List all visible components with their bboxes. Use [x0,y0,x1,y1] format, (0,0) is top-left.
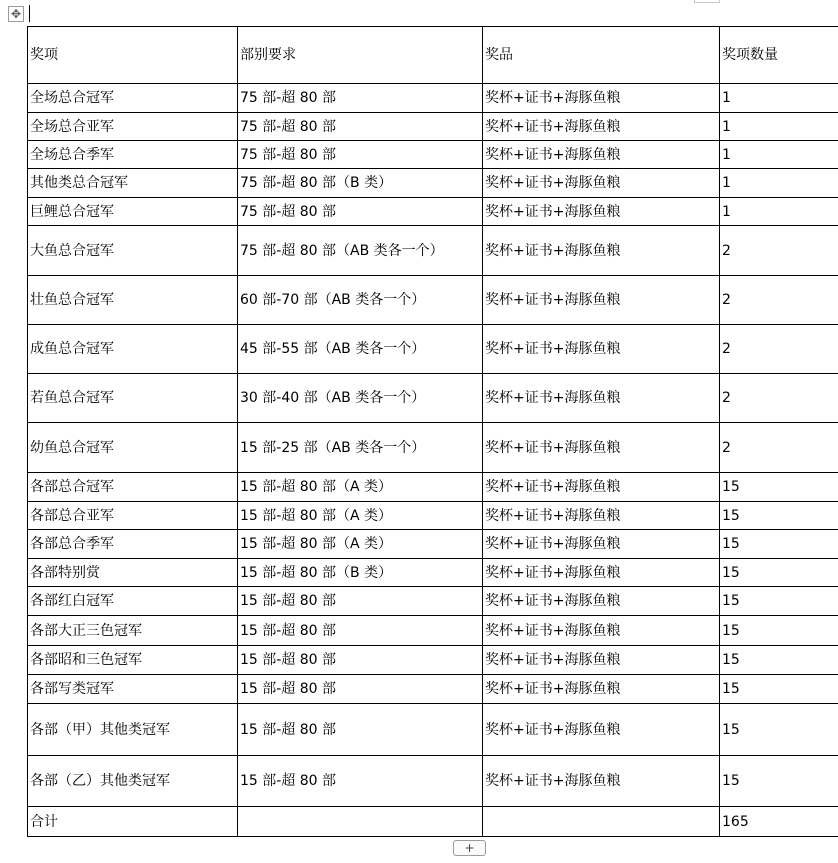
quantity-cell[interactable]: 2 [720,226,838,276]
quantity-cell[interactable]: 2 [720,276,838,325]
award-cell[interactable]: 各部大正三色冠军 [28,616,238,646]
class-requirement-cell[interactable]: 75 部-超 80 部 [238,84,483,113]
class-requirement-cell[interactable]: 30 部-40 部（AB 类各一个） [238,374,483,423]
class-requirement-cell[interactable]: 15 部-超 80 部（A 类） [238,530,483,559]
class-requirement-cell[interactable]: 部别要求 [238,27,483,84]
award-cell[interactable]: 大鱼总合冠军 [28,226,238,276]
class-requirement-cell[interactable]: 75 部-超 80 部（B 类） [238,169,483,198]
class-requirement-cell[interactable]: 15 部-超 80 部（A 类） [238,473,483,502]
table-row [28,276,838,325]
table-row [28,226,838,276]
table-row [28,587,838,616]
prize-cell[interactable] [483,807,720,837]
award-cell[interactable]: 其他类总合冠军 [28,169,238,198]
quantity-cell[interactable]: 1 [720,113,838,141]
quantity-cell[interactable]: 15 [720,502,838,530]
award-cell[interactable]: 全场总合冠军 [28,84,238,113]
class-requirement-cell[interactable]: 75 部-超 80 部 [238,198,483,226]
quantity-cell[interactable]: 2 [720,325,838,374]
quantity-cell[interactable]: 奖项数量 [720,27,838,84]
awards-table [27,26,838,837]
quantity-cell[interactable]: 1 [720,198,838,226]
table-row [28,756,838,807]
quantity-cell[interactable]: 15 [720,646,838,675]
plus-icon: + [464,841,475,855]
award-cell[interactable]: 巨鲤总合冠军 [28,198,238,226]
quantity-cell[interactable]: 15 [720,587,838,616]
quantity-cell[interactable]: 2 [720,374,838,423]
quantity-cell[interactable]: 1 [720,169,838,198]
table-row [28,473,838,502]
quantity-cell[interactable]: 165 [720,807,838,837]
quantity-cell[interactable]: 15 [720,616,838,646]
prize-cell[interactable]: 奖杯+证书+海豚鱼粮 [483,141,720,169]
table-move-handle[interactable] [8,6,24,22]
table-row [28,530,838,559]
class-requirement-cell[interactable]: 15 部-超 80 部（A 类） [238,502,483,530]
award-cell[interactable]: 各部特别赏 [28,559,238,587]
prize-cell[interactable]: 奖杯+证书+海豚鱼粮 [483,276,720,325]
table-row [28,704,838,756]
table-row [28,374,838,423]
award-cell[interactable]: 全场总合亚军 [28,113,238,141]
class-requirement-cell[interactable]: 15 部-25 部（AB 类各一个） [238,423,483,473]
ruler-marker [694,0,720,3]
award-cell[interactable]: 各部总合亚军 [28,502,238,530]
table-row [28,141,838,169]
table-row [28,113,838,141]
table-row [28,646,838,675]
table-row [28,502,838,530]
add-row-button[interactable] [453,840,486,856]
total-row [28,807,838,837]
prize-cell[interactable]: 奖杯+证书+海豚鱼粮 [483,704,720,756]
prize-cell[interactable]: 奖杯+证书+海豚鱼粮 [483,226,720,276]
class-requirement-cell[interactable]: 75 部-超 80 部（AB 类各一个） [238,226,483,276]
award-cell[interactable]: 各部昭和三色冠军 [28,646,238,675]
prize-cell[interactable]: 奖杯+证书+海豚鱼粮 [483,756,720,807]
award-cell[interactable]: 各部写类冠军 [28,675,238,704]
prize-cell[interactable]: 奖杯+证书+海豚鱼粮 [483,473,720,502]
prize-cell[interactable]: 奖杯+证书+海豚鱼粮 [483,169,720,198]
class-requirement-cell[interactable]: 45 部-55 部（AB 类各一个） [238,325,483,374]
quantity-cell[interactable]: 15 [720,675,838,704]
move-icon: ✥ [10,7,22,21]
award-cell[interactable]: 各部（乙）其他类冠军 [28,756,238,807]
header-row [28,27,838,84]
prize-cell[interactable]: 奖品 [483,27,720,84]
award-cell[interactable]: 奖项 [28,27,238,84]
prize-cell[interactable]: 奖杯+证书+海豚鱼粮 [483,198,720,226]
class-requirement-cell[interactable]: 15 部-超 80 部 [238,646,483,675]
award-cell[interactable]: 各部（甲）其他类冠军 [28,704,238,756]
class-requirement-cell[interactable]: 15 部-超 80 部（B 类） [238,559,483,587]
award-cell[interactable]: 各部红白冠军 [28,587,238,616]
quantity-cell[interactable]: 15 [720,704,838,756]
class-requirement-cell[interactable]: 15 部-超 80 部 [238,587,483,616]
table-row [28,559,838,587]
prize-cell[interactable]: 奖杯+证书+海豚鱼粮 [483,559,720,587]
award-cell[interactable]: 壮鱼总合冠军 [28,276,238,325]
prize-cell[interactable]: 奖杯+证书+海豚鱼粮 [483,502,720,530]
class-requirement-cell[interactable]: 75 部-超 80 部 [238,141,483,169]
award-cell[interactable]: 各部总合冠军 [28,473,238,502]
quantity-cell[interactable]: 15 [720,530,838,559]
prize-cell[interactable]: 奖杯+证书+海豚鱼粮 [483,587,720,616]
class-requirement-cell[interactable]: 15 部-超 80 部 [238,616,483,646]
award-cell[interactable]: 成鱼总合冠军 [28,325,238,374]
award-cell[interactable]: 若鱼总合冠军 [28,374,238,423]
quantity-cell[interactable]: 15 [720,559,838,587]
class-requirement-cell[interactable]: 15 部-超 80 部 [238,675,483,704]
class-requirement-cell[interactable] [238,807,483,837]
text-cursor [29,5,30,22]
class-requirement-cell[interactable]: 75 部-超 80 部 [238,113,483,141]
quantity-cell[interactable]: 15 [720,756,838,807]
prize-cell[interactable]: 奖杯+证书+海豚鱼粮 [483,113,720,141]
prize-cell[interactable]: 奖杯+证书+海豚鱼粮 [483,675,720,704]
prize-cell[interactable]: 奖杯+证书+海豚鱼粮 [483,325,720,374]
prize-cell[interactable]: 奖杯+证书+海豚鱼粮 [483,616,720,646]
table-row [28,675,838,704]
prize-cell[interactable]: 奖杯+证书+海豚鱼粮 [483,530,720,559]
prize-cell[interactable]: 奖杯+证书+海豚鱼粮 [483,374,720,423]
table-row [28,616,838,646]
quantity-cell[interactable]: 2 [720,423,838,473]
prize-cell[interactable]: 奖杯+证书+海豚鱼粮 [483,423,720,473]
class-requirement-cell[interactable]: 15 部-超 80 部 [238,704,483,756]
table-row [28,84,838,113]
class-requirement-cell[interactable]: 60 部-70 部（AB 类各一个） [238,276,483,325]
table-row [28,325,838,374]
awards-table-body [28,27,838,837]
table-row [28,423,838,473]
award-cell[interactable]: 各部总合季军 [28,530,238,559]
prize-cell[interactable]: 奖杯+证书+海豚鱼粮 [483,84,720,113]
table-row [28,169,838,198]
prize-cell[interactable]: 奖杯+证书+海豚鱼粮 [483,646,720,675]
award-cell[interactable]: 幼鱼总合冠军 [28,423,238,473]
table-row [28,198,838,226]
award-cell[interactable]: 全场总合季军 [28,141,238,169]
quantity-cell[interactable]: 1 [720,84,838,113]
quantity-cell[interactable]: 1 [720,141,838,169]
quantity-cell[interactable]: 15 [720,473,838,502]
class-requirement-cell[interactable]: 15 部-超 80 部 [238,756,483,807]
award-cell[interactable]: 合计 [28,807,238,837]
